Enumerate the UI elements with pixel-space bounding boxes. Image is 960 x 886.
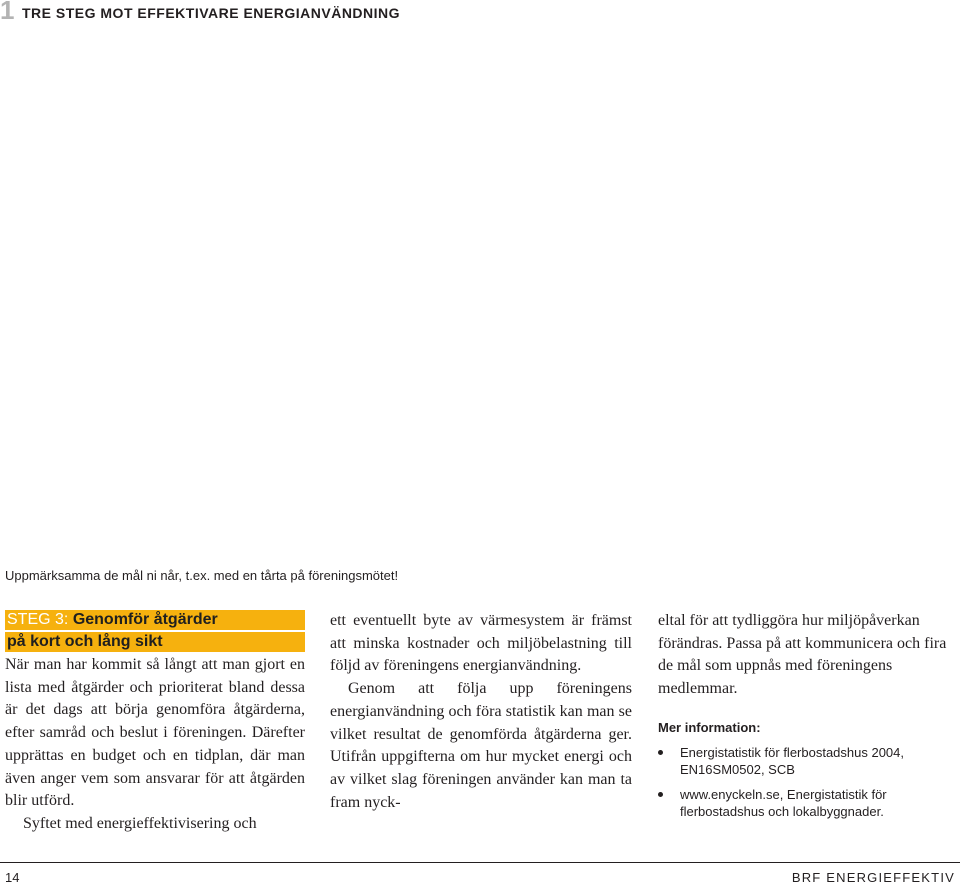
list-item-text: www.enyckeln.se, Energistatistik för flerbostadshus och lokalbyggnader. [680,786,887,819]
more-info-list [658,744,960,820]
heading-line-1-text: Genomför åtgärder [72,611,218,628]
step-label: STEG 3: [7,611,69,628]
page-number: 14 [5,870,20,885]
section-heading-line-2: på kort och lång sikt [5,632,305,652]
list-item-text: Energistatistik för flerbostadshus 2004, EN16SM0502, SCB [680,744,905,777]
more-info-title: Mer information: [658,719,761,735]
section-heading [5,610,305,652]
body-paragraph: Syftet med energieffektivisering och [23,814,257,832]
body-paragraph: eltal för att tydliggöra hur miljöpåverkan förändras. Passa på att kommunicera och fira de mål som uppnås med föreningens medlemmar. [658,612,947,698]
body-paragraph: Genom att följa upp föreningens energianvändning och föra statistik kan man se vilket resultat de genomförda åtgärderna ger. Utifrån uppgifterna om hur mycket energi och av vilket slag föreningen använder kan man ta fram nyck- [330,680,632,811]
list-item [658,744,960,778]
text-column-2 [330,610,632,814]
chapter-title: TRE STEG MOT EFFEKTIVARE ENERGIANVÄNDNING [22,5,401,21]
text-column-3 [658,610,960,828]
section-heading-line-1 [5,610,305,630]
footer-divider [0,862,960,863]
chapter-number: 1 [0,0,15,25]
footer-brand: BRF ENERGIEFFEKTIV [791,870,955,885]
bullet-icon [658,792,663,797]
body-paragraph: När man har kommit så långt att man gjort en lista med åtgärder och prioriterat bland dessa är det dags att börja genomföra åtgärderna, efter samråd och beslut i föreningen. Därefter upprättas en budget och en tidplan, där man även anger vem som ansvarar för att åtgärden blir utförd. [5,656,305,810]
figure-caption: Uppmärksamma de mål ni når, t.ex. med en tårta på föreningsmötet! [5,568,399,583]
text-column-1 [5,610,305,836]
body-paragraph: ett eventuellt byte av värmesystem är främst att minska kostnader och miljöbelastning till följd av föreningens energianvändning. [330,612,632,675]
bullet-icon [658,750,663,755]
list-item [658,786,960,820]
